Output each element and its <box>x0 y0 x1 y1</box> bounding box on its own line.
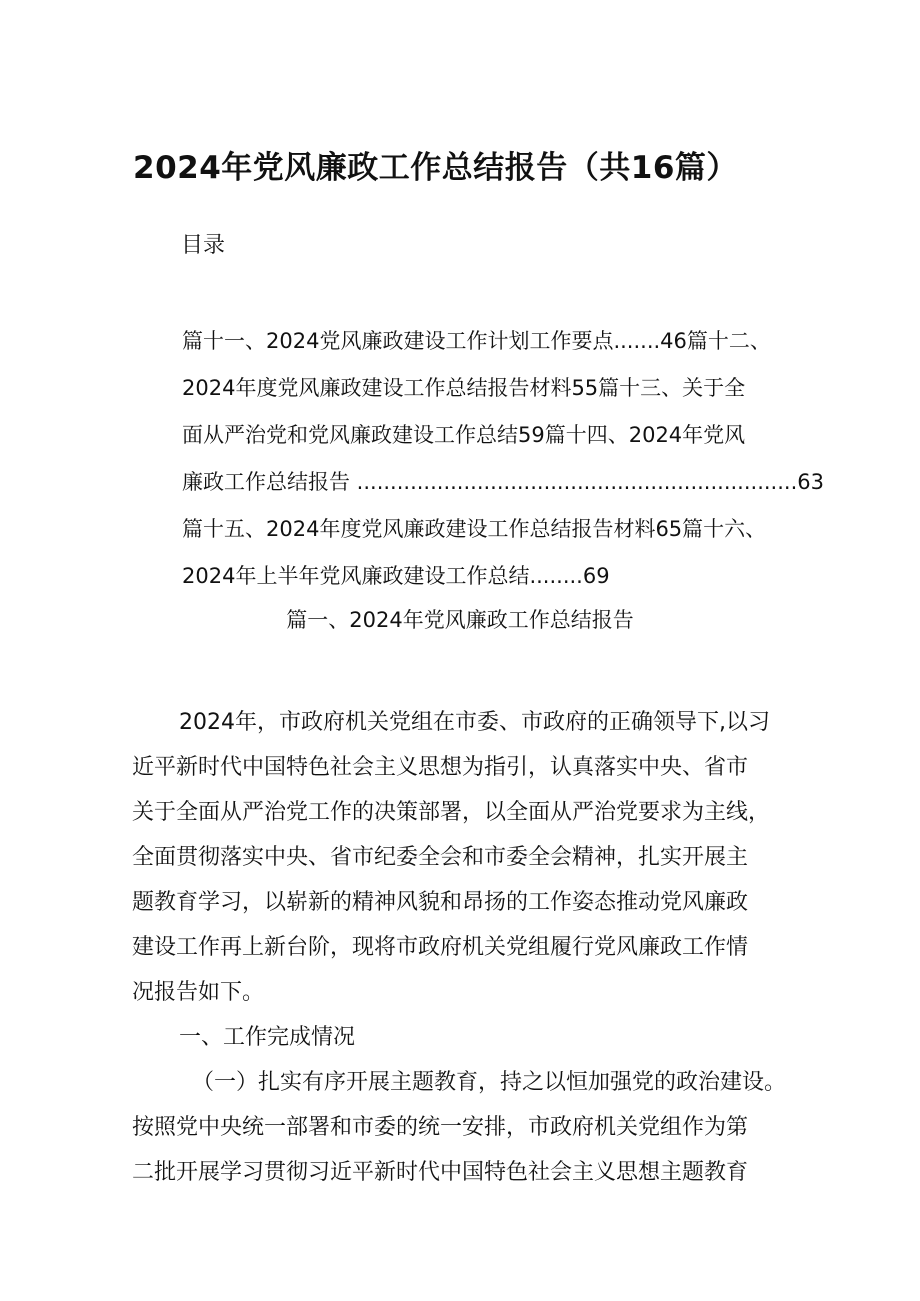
paragraph-line: 关于全面从严治党工作的决策部署，以全面从严治党要求为主线， <box>132 800 771 825</box>
heading-work-completion: 一、工作完成情况 <box>179 1025 356 1050</box>
section-title: 篇一、2024年党风廉政工作总结报告 <box>286 608 634 632</box>
paragraph-line: 建设工作再上新台阶，现将市政府机关党组履行党风廉政工作情 <box>132 935 749 960</box>
body-text <box>132 700 812 1195</box>
toc-line: 2024年度党风廉政建设工作总结报告材料55篇十三、关于全 <box>182 376 746 400</box>
document-title: 2024年党风廉政工作总结报告（共16篇） <box>133 150 738 186</box>
subparagraph-line: 二批开展学习贯彻习近平新时代中国特色社会主义思想主题教育 <box>132 1160 749 1185</box>
toc-line: 篇十一、2024党风廉政建设工作计划工作要点.......46篇十二、 <box>182 329 771 353</box>
paragraph-line: 况报告如下。 <box>132 980 265 1005</box>
toc-line: 2024年上半年党风廉政建设工作总结........69 <box>182 564 610 588</box>
toc-line: 面从严治党和党风廉政建设工作总结59篇十四、2024年党风 <box>182 423 746 447</box>
toc-label: 目录 <box>181 233 226 258</box>
paragraph-line: 题教育学习，以崭新的精神风貌和昂扬的工作姿态推动党风廉政 <box>132 890 749 915</box>
paragraph-line: 近平新时代中国特色社会主义思想为指引，认真落实中央、省市 <box>132 755 749 780</box>
paragraph-line: 全面贯彻落实中央、省市纪委全会和市委全会精神，扎实开展主 <box>132 845 749 870</box>
paragraph-line: 2024年，市政府机关党组在市委、市政府的正确领导下,以习 <box>179 710 770 735</box>
toc-line: 篇十五、2024年度党风廉政建设工作总结报告材料65篇十六、 <box>182 517 767 541</box>
subparagraph-line: 按照党中央统一部署和市委的统一安排，市政府机关党组作为第 <box>132 1115 749 1140</box>
subparagraph-line: （一）扎实有序开展主题教育，持之以恒加强党的政治建设。 <box>192 1070 787 1095</box>
toc-line: 廉政工作总结报告 ..................................................................63 <box>182 470 824 494</box>
table-of-contents <box>182 318 824 600</box>
